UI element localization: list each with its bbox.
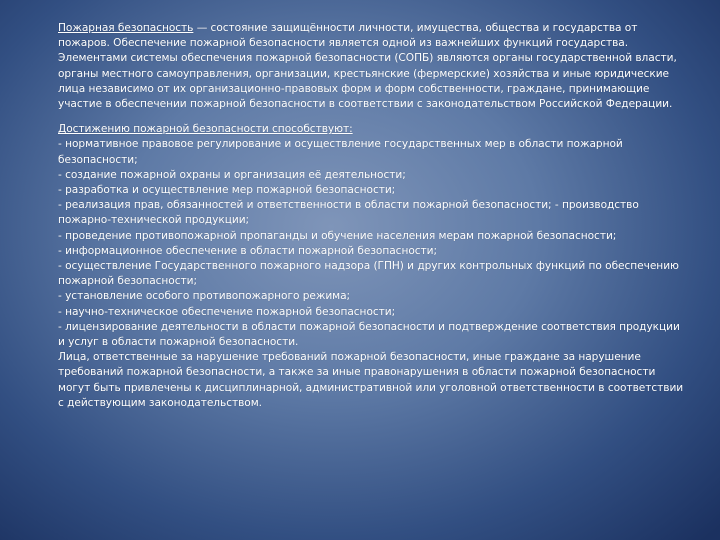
elements-paragraph: Элементами системы обеспечения пожарной безопасности (СОПБ) являются органы государственной власти, органы местного самоуправления, организации, крестьянские (фермерские) хозяйства и иные юридические лица независимо от их организационно-правовых форм и форм собственности, граждане, принимающие участие в обеспечении пожарной безопасности в соответствии с законодательством Российской Федерации.: [58, 52, 677, 111]
fire-safety-term: Пожарная безопасность: [58, 22, 194, 34]
measure-item: - реализация прав, обязанностей и ответственности в области пожарной безопасности; - производство пожарно-технической продукции;: [58, 199, 639, 227]
measure-item: - разработка и осуществление мер пожарной безопасности;: [58, 184, 396, 197]
measure-item: - научно-техническое обеспечение пожарной безопасности;: [58, 305, 396, 318]
measure-item: - лицензирование деятельности в области пожарной безопасности и подтверждение соответствия продукции и услуг в области пожарной безопасности.: [58, 320, 680, 349]
intro-paragraph: [58, 21, 688, 51]
measure-item: - нормативное правовое регулирование и осуществление государственных мер в области пожарной безопасности;: [58, 138, 623, 166]
measure-item: - проведение противопожарной пропаганды и обучение населения мерам пожарной безопасности;: [58, 229, 617, 242]
measure-item: - информационное обеспечение в области пожарной безопасности;: [58, 244, 437, 257]
slide-text: [58, 21, 688, 411]
measures-heading-text: Достижению пожарной безопасности способствуют:: [58, 123, 353, 136]
measures-heading: [58, 122, 688, 137]
liability-paragraph: Лица, ответственные за нарушение требований пожарной безопасности, иные граждане за нарушение требований пожарной безопасности, а также за иные правонарушения в области пожарной безопасности могут быть привлечены к дисциплинарной, административной или уголовной ответственности в соответствии с действующим законодательством.: [58, 351, 684, 409]
measure-item: - осуществление Государственного пожарного надзора (ГПН) и других контрольных функций по обеспечению пожарной безопасности;: [58, 260, 679, 288]
fire-safety-definition: — состояние защищённости личности, имущества, общества и государства от пожаров. Обеспечение пожарной безопасности является одной из важнейших функций государства.: [58, 22, 638, 50]
measure-item: - установление особого противопожарного режима;: [58, 290, 351, 303]
measure-item: - создание пожарной охраны и организация её деятельности;: [58, 168, 406, 181]
